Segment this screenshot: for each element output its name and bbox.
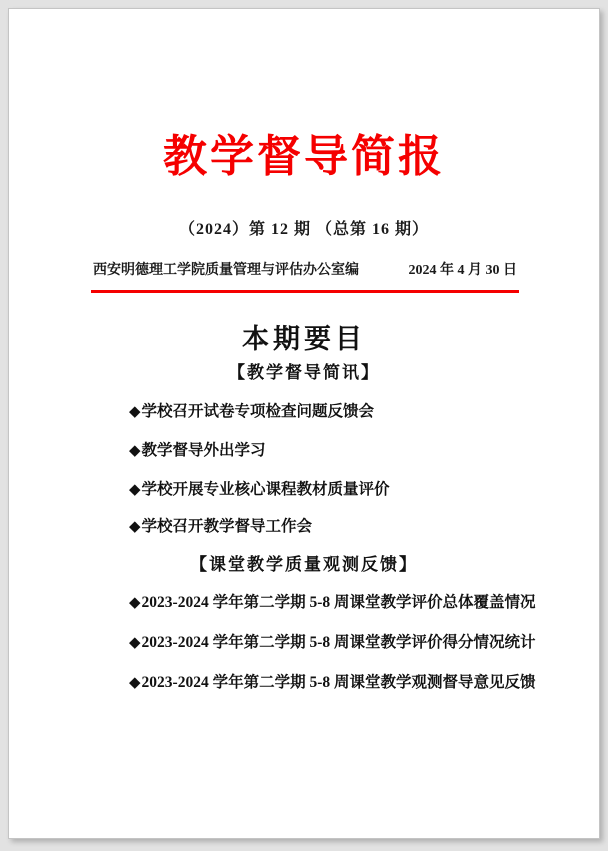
document-page (8, 8, 600, 839)
red-divider-rule (91, 290, 519, 293)
diamond-bullet-icon: ◆ (129, 404, 141, 420)
toc-item (129, 399, 374, 421)
diamond-bullet-icon: ◆ (129, 443, 141, 459)
toc-item-label: 学校召开试卷专项检查问题反馈会 (141, 403, 375, 420)
toc-item-label: 学校召开教学督导工作会 (141, 518, 313, 535)
toc-item (129, 438, 266, 460)
toc-heading: 本期要目 (242, 324, 366, 354)
toc-item-label: 2023-2024 学年第二学期 5-8 周课堂教学评价总体覆盖情况 (141, 594, 536, 611)
toc-item-label: 教学督导外出学习 (141, 442, 266, 459)
diamond-bullet-icon: ◆ (129, 595, 141, 611)
document-title: 教学督导简报 (163, 132, 445, 181)
toc-item-label: 2023-2024 学年第二学期 5-8 周课堂教学评价得分情况统计 (141, 634, 536, 651)
diamond-bullet-icon: ◆ (129, 519, 141, 535)
diamond-bullet-icon: ◆ (129, 675, 141, 691)
diamond-bullet-icon: ◆ (129, 482, 141, 498)
publisher-row (93, 259, 517, 279)
publish-date: 2024 年 4 月 30 日 (408, 263, 517, 278)
diamond-bullet-icon: ◆ (129, 635, 141, 651)
toc-item (129, 670, 536, 692)
toc-item (129, 630, 536, 652)
toc-item-label: 学校开展专业核心课程教材质量评价 (141, 481, 390, 498)
publisher-name: 西安明德理工学院质量管理与评估办公室编 (93, 263, 359, 278)
toc-item (129, 514, 312, 536)
section-header-supervision-briefs: 【教学督导简讯】 (228, 363, 380, 382)
toc-item (129, 477, 390, 499)
section-header-classroom-quality-feedback: 【课堂教学质量观测反馈】 (190, 555, 418, 574)
toc-item (129, 590, 536, 612)
toc-item-label: 2023-2024 学年第二学期 5-8 周课堂教学观测督导意见反馈 (141, 674, 536, 691)
issue-number-line: （2024）第 12 期 （总第 16 期） (178, 221, 429, 238)
